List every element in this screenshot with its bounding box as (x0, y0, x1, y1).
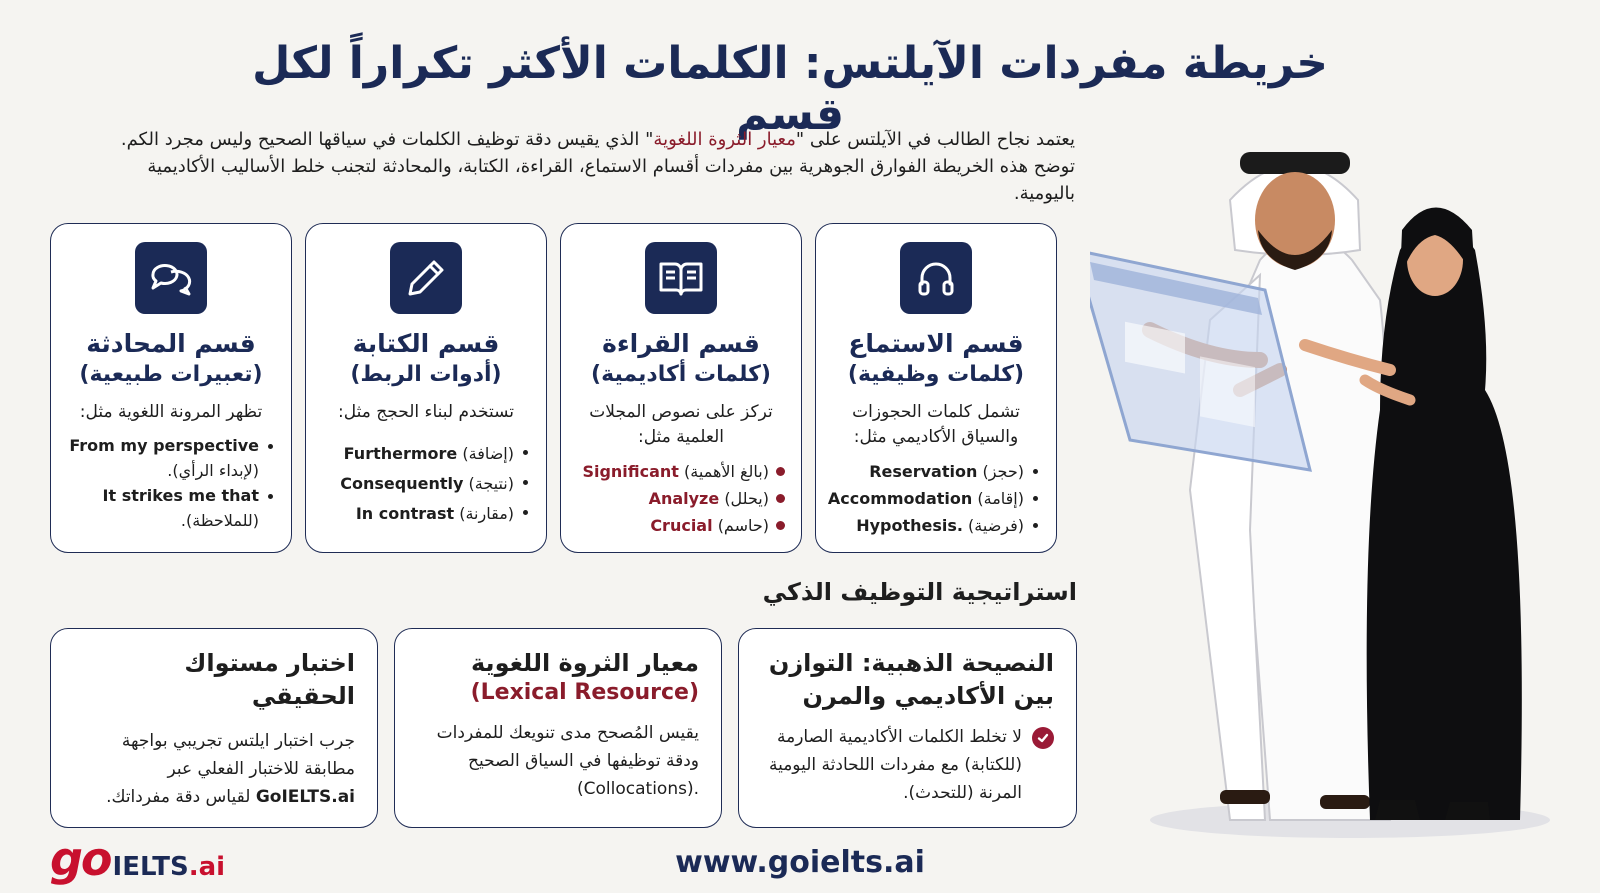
level-test-card (50, 628, 378, 828)
strategy-heading: استراتيجية التوظيف الذكي (762, 578, 1077, 606)
writing-card (305, 223, 547, 553)
speaking-description: تظهر المرونة اللغوية مثل: (79, 402, 263, 422)
listening-title: قسم الاستماع (848, 329, 1024, 358)
listening-description: تشمل كلمات الحجوزات والسياق الأكاديمي مثل: (852, 402, 1020, 447)
level-test-title: اختبار مستواك الحقيقي (184, 649, 355, 710)
headphones-icon (900, 242, 972, 314)
writing-title: قسم الكتابة (352, 329, 500, 358)
speaking-card (50, 223, 292, 553)
golden-tip-card (738, 628, 1077, 828)
reading-description: تركز على نصوص المجلات العلمية مثل: (589, 402, 773, 447)
list-item: (حجز) Reservation (826, 458, 1038, 485)
intro-text (85, 126, 1075, 207)
lexical-resource-card (394, 628, 722, 828)
list-item: (إضافة) Furthermore (316, 439, 528, 469)
list-item: It strikes me that (للملاحظة). (61, 483, 273, 533)
intro-highlight: معيار الثروة اللغوية (653, 129, 796, 150)
speaking-list (51, 433, 291, 533)
listening-card (815, 223, 1057, 553)
pencil-icon (390, 242, 462, 314)
writing-description: تستخدم لبناء الحجج مثل: (338, 402, 514, 422)
list-item: (يحلل) Analyze (571, 485, 783, 512)
people-illustration (1090, 130, 1590, 850)
list-item: (فرضية) Hypothesis. (826, 512, 1038, 539)
intro-part1: يعتمد نجاح الطالب في الآيلتس على " (795, 129, 1075, 150)
golden-tip-title: النصيحة الذهبية: التوازن بين الأكاديمي والمرن (768, 649, 1054, 710)
lexical-resource-title: معيار الثروة اللغوية (471, 649, 699, 677)
check-circle-icon (1032, 727, 1054, 749)
book-icon (645, 242, 717, 314)
list-item: (حاسم) Crucial (571, 512, 783, 539)
list-item: (نتيجة) Consequently (316, 469, 528, 499)
reading-title: قسم القراءة (602, 329, 760, 358)
list-item: (مقارنة) In contrast (316, 499, 528, 529)
reading-card (560, 223, 802, 553)
reading-subtitle: (كلمات أكاديمية) (591, 362, 771, 387)
speaking-subtitle: (تعبيرات طبيعية) (79, 362, 263, 387)
lexical-resource-subtitle: (Lexical Resource) (470, 680, 699, 705)
writing-list (306, 439, 546, 529)
page-title: خريطة مفردات الآيلتس: الكلمات الأكثر تكراراً لكل قسم (252, 38, 1328, 140)
listening-list (816, 458, 1056, 539)
speaking-title: قسم المحادثة (86, 329, 256, 358)
chat-bubbles-icon (135, 242, 207, 314)
level-test-body: جرب اختبار ايلتس تجريبي بواجهة مطابقة للاختبار الفعلي عبر GoIELTS.ai لقياس دقة مفرداتك. (106, 731, 355, 807)
listening-subtitle: (كلمات وظيفية) (847, 362, 1025, 387)
list-item: (إقامة) Accommodation (826, 485, 1038, 512)
intro-part2: " الذي يقيس دقة توظيف الكلمات في سياقها الصحيح وليس مجرد الكم. توضح هذه الخريطة الفوارق الجوهرية بين مفردات أقسام الاستماع، القراءة، الكتابة، والمحادثة لتجنب خلط الأساليب الأكاديمية باليومية. (120, 129, 1075, 204)
reading-list (561, 458, 801, 539)
lexical-resource-body: يقيس المُصحح مدى تنويعك للمفردات ودقة توظيفها في السياق الصحيح (Collocations). (436, 723, 699, 799)
golden-tip-body: لا تخلط الكلمات الأكاديمية الصارمة (للكتابة) مع مفردات اللحادثة اليومية المرنة (للتحدث). (768, 727, 1022, 803)
writing-subtitle: (أدوات الربط) (350, 362, 502, 387)
golden-tip-row (761, 723, 1054, 807)
goielts-logo[interactable]: go IELTS .ai (50, 832, 226, 886)
goielts-link[interactable]: GoIELTS.ai (255, 787, 355, 807)
list-item: From my perspective (لإبداء الرأي). (61, 433, 273, 483)
footer-url-link[interactable]: www.goielts.ai (675, 845, 925, 880)
list-item: (بالغ الأهمية) Significant (571, 458, 783, 485)
